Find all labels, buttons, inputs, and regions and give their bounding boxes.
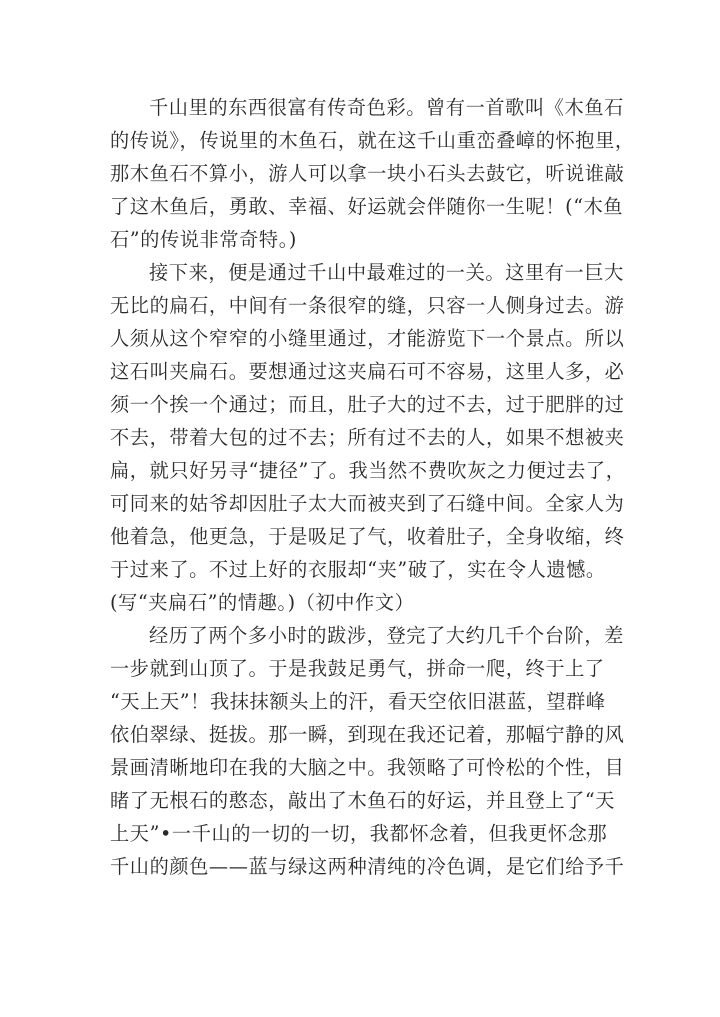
paragraph-3-line-7: 上天”•一千山的一切的一切，我都怀念着，但我更怀念那 [110,822,608,845]
paragraph-2-line-9: 他着急，他更急，于是吸足了气，收着肚子，全身收缩，终 [110,525,625,548]
paragraph-1-line-2: 的传说》，传说里的木鱼石，就在这千山重峦叠嶂的怀抱里， [110,129,635,152]
paragraph-2-line-2: 无比的扁石，中间有一条很窄的缝，只容一人侧身过去。游 [110,294,625,317]
paragraph-1-line-1: 千山里的东西很富有传奇色彩。曾有一首歌叫《木鱼石 [149,96,624,119]
essay-text [110,91,635,883]
paragraph-3-line-4: 依伯翠绿、挺拔。那一瞬，到现在我还记着，那幅宁静的风 [110,723,625,746]
paragraph-3-line-6: 睹了无根石的憨态，敲出了木鱼石的好运，并且登上了“天 [110,789,616,812]
paragraph-2-line-11: (写“夹扁石”的情趣。)（初中作文） [110,591,415,614]
paragraph-3-line-1: 经历了两个多小时的跋涉，登完了大约几千个台阶，差 [149,624,624,647]
paragraph-2-line-5: 须一个挨一个通过；而且，肚子大的过不去，过于肥胖的过 [110,393,625,416]
paragraph-2-line-10: 于过来了。不过上好的衣服却“夹”破了，实在令人遗憾。 [110,558,606,581]
paragraph-1-line-3: 那木鱼石不算小，游人可以拿一块小石头去鼓它，听说谁敲 [110,162,625,185]
paragraph-2-line-7: 扁，就只好另寻“捷径”了。我当然不费吹灰之力便过去了， [110,459,626,482]
paragraph-2-line-3: 人须从这个窄窄的小缝里通过，才能游览下一个景点。所以 [110,327,625,350]
paragraph-2-line-6: 不去，带着大包的过不去；所有过不去的人，如果不想被夹 [110,426,625,449]
paragraph-3-line-3: “天上天”！我抹抹额头上的汗，看天空依旧湛蓝，望群峰 [110,690,606,713]
paragraph-1-line-5: 石”的传说非常奇特。) [110,228,297,251]
paragraph-2-line-4: 这石叫夹扁石。要想通过这夹扁石可不容易，这里人多，必 [110,360,625,383]
paragraph-2-line-1: 接下来，便是通过千山中最难过的一关。这里有一巨大 [149,261,624,284]
paragraph-2-line-8: 可同来的姑爷却因肚子太大而被夹到了石缝中间。全家人为 [110,492,625,515]
paragraph-3-line-5: 景画清晰地印在我的大脑之中。我领略了可怜松的个性，目 [110,756,625,779]
paragraph-3-line-8: 千山的颜色——蓝与绿这两种清纯的冷色调，是它们给予千 [110,855,625,878]
paragraph-3-line-2: 一步就到山顶了。于是我鼓足勇气，拼命一爬，终于上了 [110,657,605,680]
paragraph-1-line-4: 了这木鱼后，勇敢、幸福、好运就会伴随你一生呢！(“木鱼 [110,195,624,218]
